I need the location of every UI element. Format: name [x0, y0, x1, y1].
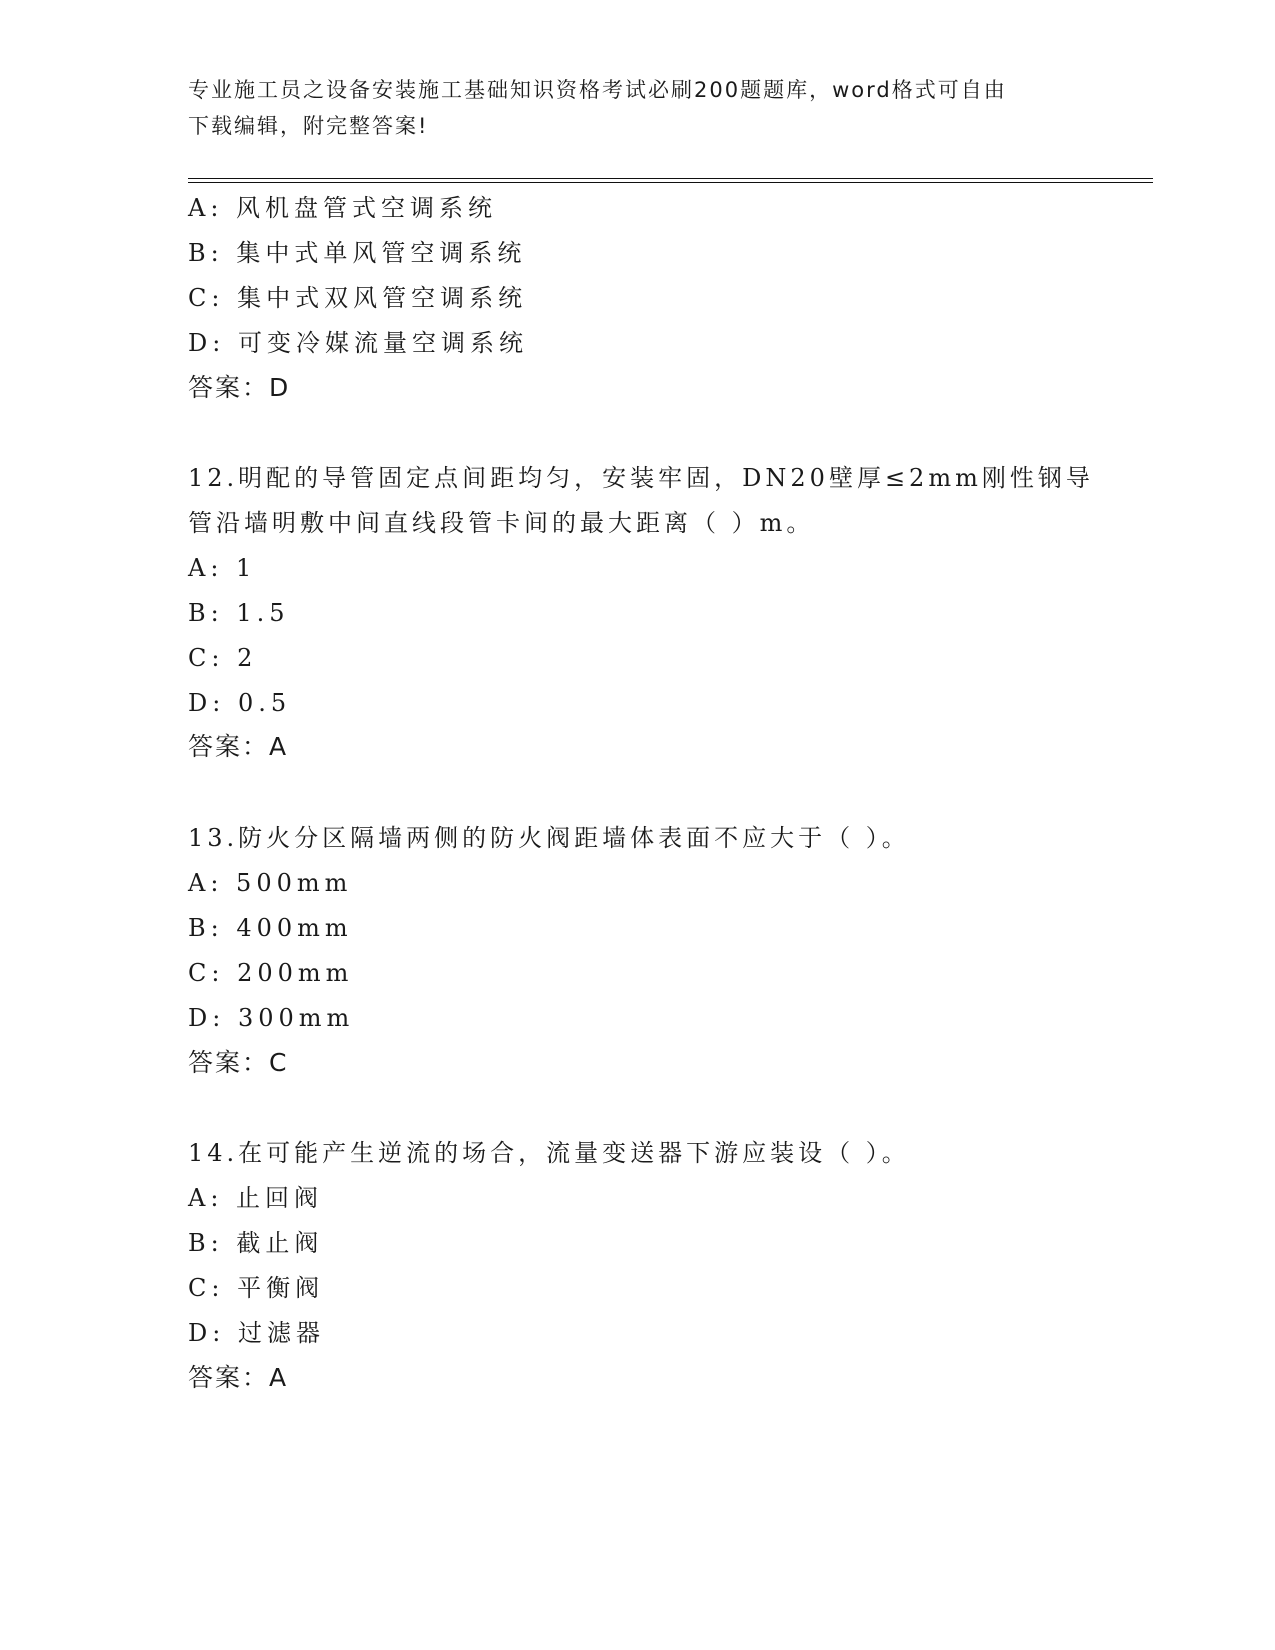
q11-answer: 答案：D — [188, 373, 291, 402]
q12-stem-line-2: 管沿墙明敷中间直线段管卡间的最大距离（ ）m。 — [188, 509, 815, 537]
q14-option-b: B: 截止阀 — [188, 1229, 324, 1257]
q12-answer: 答案：A — [188, 732, 289, 761]
q14-answer: 答案：A — [188, 1363, 289, 1392]
header-divider-top — [188, 178, 1153, 179]
document-header — [188, 72, 1088, 144]
q13-option-c: C: 200mm — [188, 959, 354, 987]
q12-option-c: C: 2 — [188, 644, 258, 672]
q12-stem-line-1: 12.明配的导管固定点间距均匀，安装牢固，DN20壁厚≤2mm刚性钢导 — [188, 464, 1094, 492]
q11-option-a: A: 风机盘管式空调系统 — [188, 194, 498, 222]
q14-option-a: A: 止回阀 — [188, 1184, 324, 1212]
q11-option-c: C: 集中式双风管空调系统 — [188, 284, 528, 312]
q11-option-b: B: 集中式单风管空调系统 — [188, 239, 527, 267]
q14-stem: 14.在可能产生逆流的场合，流量变送器下游应装设（ ）。 — [188, 1139, 910, 1167]
q12-option-a: A: 1 — [188, 554, 257, 582]
q14-option-d: D: 过滤器 — [188, 1319, 325, 1347]
header-line-2: 下载编辑，附完整答案! — [188, 114, 429, 138]
q13-option-b: B: 400mm — [188, 914, 353, 942]
q13-option-d: D: 300mm — [188, 1004, 355, 1032]
header-divider-bottom — [188, 182, 1153, 183]
q13-stem: 13.防火分区隔墙两侧的防火阀距墙体表面不应大于（ ）。 — [188, 824, 910, 852]
q11-option-d: D: 可变冷媒流量空调系统 — [188, 329, 528, 357]
q13-answer: 答案：C — [188, 1048, 289, 1077]
q12-option-d: D: 0.5 — [188, 689, 292, 717]
header-line-1: 专业施工员之设备安装施工基础知识资格考试必刷200题题库，word格式可自由 — [188, 78, 1007, 102]
q14-option-c: C: 平衡阀 — [188, 1274, 325, 1302]
q13-option-a: A: 500mm — [188, 869, 353, 897]
q12-option-b: B: 1.5 — [188, 599, 290, 627]
